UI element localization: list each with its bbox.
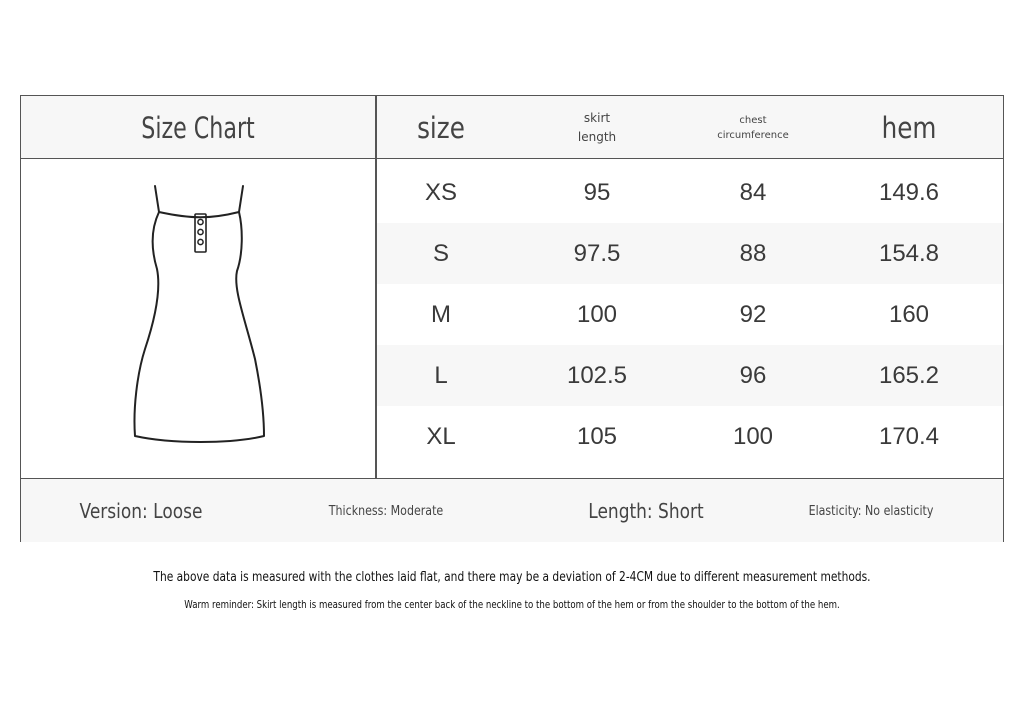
column-header-size: size [417,110,465,145]
hem-cell: 165.2 [878,361,940,389]
table-header [21,96,1003,159]
size-cell: L [434,361,448,389]
hem-cell: 170.4 [878,422,940,450]
measurement-note: The above data is measured with the clothes laid flat, and there may be a deviation of 2-4CM due to different measurement methods. [153,570,871,585]
size-rows [377,159,1003,478]
warm-reminder-note: Warm reminder: Skirt length is measured from the center back of the neckline to the bottom of the hem or from the shoulder to the bottom of the hem. [184,599,840,611]
column-header-skirt-length: skirt length [577,110,617,144]
product-attributes [21,478,1003,542]
skirt-length-cell: 105 [576,422,618,450]
size-cell: M [431,300,451,328]
dress-icon [21,159,375,478]
table-row [377,406,1003,467]
skirt-length-cell: 95 [583,178,611,206]
size-cell: S [432,239,449,267]
skirt-length-cell: 100 [576,300,618,328]
size-cell: XL [426,422,456,450]
table-row [377,345,1003,406]
table-row [377,162,1003,223]
dress-illustration [21,159,375,478]
skirt-length-cell: 102.5 [566,361,628,389]
thickness-label: Thickness: Moderate [328,503,444,519]
chest-cell: 92 [739,300,767,328]
size-chart-title: Size Chart [141,110,255,145]
elasticity-label: Elasticity: No elasticity [808,503,934,519]
chest-cell: 96 [739,361,767,389]
chest-cell: 84 [739,178,767,206]
version-label: Version: Loose [79,499,203,523]
hem-cell: 154.8 [878,239,940,267]
size-cell: XS [424,178,457,206]
hem-cell: 160 [888,300,930,328]
size-chart-table [20,95,1004,542]
hem-cell: 149.6 [878,178,940,206]
chest-cell: 88 [739,239,767,267]
column-header-hem: hem [881,110,937,145]
table-row [377,223,1003,284]
skirt-length-cell: 97.5 [573,239,621,267]
chest-cell: 100 [732,422,774,450]
length-label: Length: Short [588,499,704,523]
table-row [377,284,1003,345]
column-header-chest-circumference: chest circumference [717,114,789,141]
